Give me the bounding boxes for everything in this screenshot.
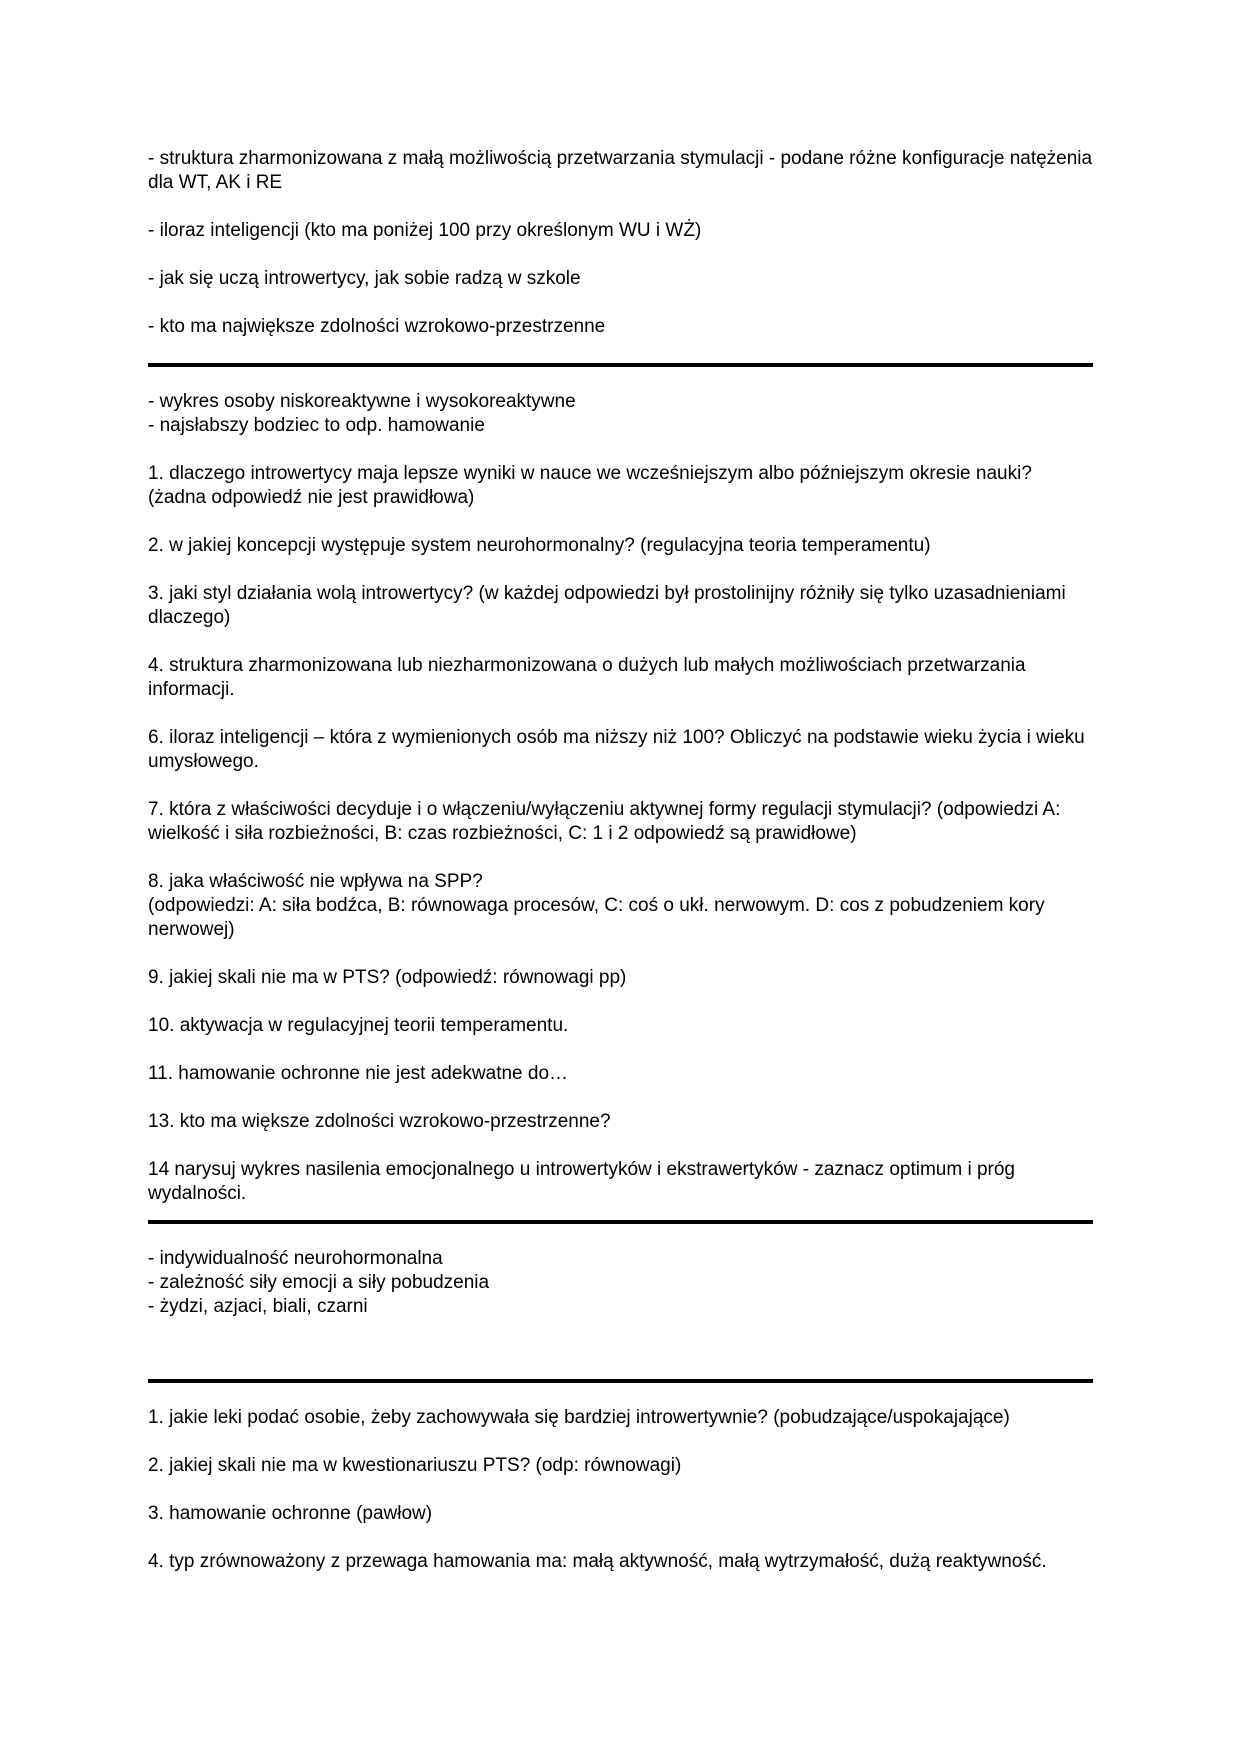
bullet-line: - wykres osoby niskoreaktywne i wysokoreaktywne (148, 391, 576, 412)
question-item: 7. która z właściwości decyduje i o włączeniu/wyłączeniu aktywnej formy regulacji stymulacji? (odpowiedzi A: wielkość i siła rozbieżności, B: czas rozbieżności, C: 1 i 2 odpowiedź są prawidłowe) (148, 799, 1061, 844)
bullet-line: - najsłabszy bodziec to odp. hamowanie (148, 415, 485, 436)
question-item: 11. hamowanie ochronne nie jest adekwatne do… (148, 1063, 569, 1084)
question-item: 3. jaki styl działania wolą introwertycy? (w każdej odpowiedzi był prostolinijny różniły się tylko uzasadnieniami dlaczego) (148, 583, 1066, 628)
section-1 (148, 147, 1093, 339)
question-item: 9. jakiej skali nie ma w PTS? (odpowiedź: równowagi pp) (148, 967, 627, 988)
question-item: 4. typ zrównoważony z przewaga hamowania ma: małą aktywność, małą wytrzymałość, dużą reaktywność. (148, 1551, 1047, 1572)
bullet-line: - zależność siły emocji a siły pobudzenia (148, 1272, 490, 1293)
note-paragraph: - jak się uczą introwertycy, jak sobie radzą w szkole (148, 268, 581, 289)
note-paragraph: - iloraz inteligencji (kto ma poniżej 100 przy określonym WU i WŻ) (148, 220, 702, 241)
question-item: 1. dlaczego introwertycy maja lepsze wyniki w nauce we wcześniejszym albo późniejszym okresie nauki? (żadna odpowiedź nie jest prawidłowa) (148, 463, 1032, 508)
question-item: 4. struktura zharmonizowana lub niezharmonizowana o dużych lub małych możliwościach przetwarzania informacji. (148, 655, 1026, 700)
section-3 (148, 1247, 1093, 1319)
section-4 (148, 1406, 1093, 1574)
document-page (148, 147, 1093, 1574)
question-item: 14 narysuj wykres nasilenia emocjonalnego u introwertyków i ekstrawertyków - zaznacz optimum i próg wydalności. (148, 1159, 1015, 1204)
question-item: 13. kto ma większe zdolności wzrokowo-przestrzenne? (148, 1111, 611, 1132)
section-2 (148, 390, 1093, 1206)
question-item: 3. hamowanie ochronne (pawłow) (148, 1503, 433, 1524)
horizontal-divider (148, 363, 1093, 367)
bullet-line: - indywidualność neurohormonalna (148, 1248, 443, 1269)
question-item: 2. jakiej skali nie ma w kwestionariuszu PTS? (odp: równowagi) (148, 1455, 682, 1476)
question-item: 6. iloraz inteligencji – która z wymienionych osób ma niższy niż 100? Obliczyć na podstawie wieku życia i wieku umysłowego. (148, 727, 1085, 772)
horizontal-divider (148, 1220, 1093, 1224)
question-item: 8. jaka właściwość nie wpływa na SPP? (odpowiedzi: A: siła bodźca, B: równowaga procesów, C: coś o ukł. nerwowym. D: cos z pobudzeniem kory nerwowej) (148, 871, 1045, 940)
note-paragraph: - struktura zharmonizowana z małą możliwością przetwarzania stymulacji - podane różne konfiguracje natężenia dla WT, AK i RE (148, 148, 1093, 193)
question-item: 2. w jakiej koncepcji występuje system neurohormonalny? (regulacyjna teoria temperamentu) (148, 535, 931, 556)
note-paragraph: - kto ma największe zdolności wzrokowo-przestrzenne (148, 316, 606, 337)
question-item: 1. jakie leki podać osobie, żeby zachowywała się bardziej introwertywnie? (pobudzające/uspokajające) (148, 1407, 1010, 1428)
bullet-line: - żydzi, azjaci, biali, czarni (148, 1296, 368, 1317)
horizontal-divider (148, 1379, 1093, 1383)
question-item: 10. aktywacja w regulacyjnej teorii temperamentu. (148, 1015, 569, 1036)
